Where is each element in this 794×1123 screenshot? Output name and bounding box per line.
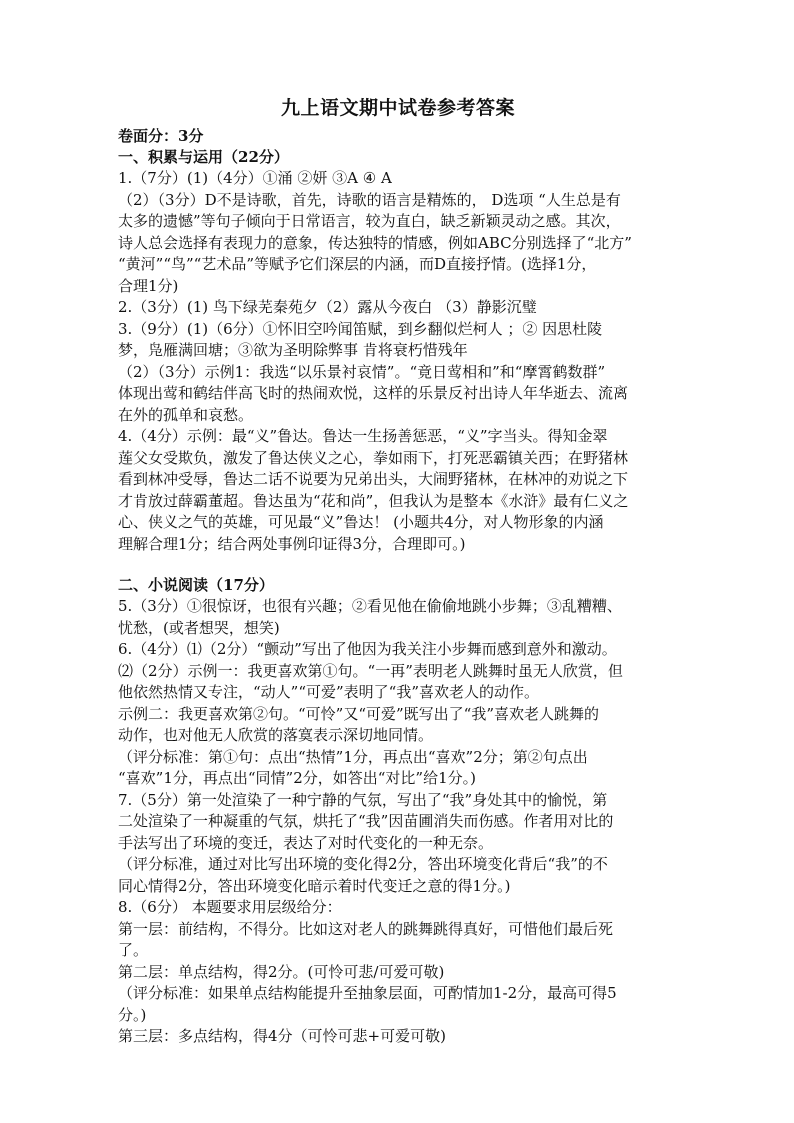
text-line: 第一层：前结构，不得分。比如这对老人的跳舞跳得真好，可惜他们最后死 — [118, 919, 614, 938]
text-line: 分。) — [118, 1005, 147, 1024]
text-line: 6.（4分）⑴（2分）“颤动”写出了他因为我关注小步舞而感到意外和激动。 — [118, 640, 617, 658]
text-line: 他依然热情又专注，“动人”“可爱”表明了“我”喜欢老人的动作。 — [118, 683, 540, 701]
text-line: 二处渲染了一种凝重的气氛，烘托了“我”因苗圃消失而伤感。作者用对比的 — [118, 812, 614, 830]
text-line: 合理1分) — [118, 276, 179, 295]
text-line: “黄河”“鸟”“艺术品”等赋予它们深层的内涵，而D直接抒情。(选择1分， — [118, 255, 597, 273]
text-line: 诗人总会选择有表现力的意象，传达独特的情感，例如ABC分别选择了“北方” — [118, 233, 632, 252]
text-line: 第二层：单点结构，得2分。(可怜可悲/可爱可敬) — [118, 962, 445, 981]
text-line: （2）（3分）D不是诗歌，首先，诗歌的语言是精炼的， D选项 “人生总是有 — [118, 190, 621, 209]
text-line: 动作，也对他无人欣赏的落寞表示深切地同情。 — [118, 726, 434, 744]
text-line: 才肯放过薛霸董超。鲁达虽为“花和尚”，但我认为是整本《水浒》最有仁义之 — [118, 491, 629, 510]
text-line: 4.（4分）示例：最“义”鲁达。鲁达一生扬善惩恶，“义”字当头。得知金翠 — [118, 427, 608, 445]
text-line: 5.（3分）①很惊讶，也很有兴趣；②看见他在偷偷地跳小步舞；③乱糟糟、 — [118, 597, 622, 615]
section1-body — [118, 168, 678, 555]
section-spacer — [118, 555, 678, 575]
text-line: 体现出莺和鹤结伴高飞时的热闹欢悦，这样的乐景反衬出诗人年华逝去、流离 — [118, 384, 629, 402]
text-line: （评分标准：如果单点结构能提升至抽象层面，可酌情加1-2分，最高可得5 — [118, 984, 617, 1002]
text-line: 第三层：多点结构，得4分（可怜可悲+可爱可敬) — [118, 1027, 446, 1045]
text-line: （2）（3分）示例1：我选“以乐景衬哀情”。“竟日莺相和”和“摩霄鹤数群” — [118, 362, 606, 381]
text-line: 8.（6分） 本题要求用层级给分： — [118, 898, 342, 916]
text-line: 3.（9分）(1)（6分）①怀旧空吟闻笛赋，到乡翻似烂柯人 ；② 因思杜陵 — [118, 319, 603, 338]
text-line: 莲父女受欺负，激发了鲁达侠义之心，拳如雨下，打死恶霸镇关西；在野猪林 — [118, 448, 629, 467]
document-title: 九上语文期中试卷参考答案 — [280, 97, 515, 119]
text-line: 了。 — [118, 941, 149, 959]
text-line: 理解合理1分；结合两处事例印证得3分，合理即可。) — [118, 534, 466, 553]
text-line: （评分标准，通过对比写出环境的变化得2分，答出环境变化背后“我”的不 — [118, 855, 608, 873]
text-line: ⑵（2分）示例一：我更喜欢第①句。“一再”表明老人跳舞时虽无人欣赏，但 — [118, 661, 623, 680]
section1-heading: 一、积累与运用（22分） — [118, 148, 289, 166]
text-line: 梦，凫雁满回塘；③欲为圣明除弊事 肯将衰朽惜残年 — [118, 341, 468, 359]
section2-body — [118, 596, 678, 1048]
text-line: 看到林冲受辱，鲁达二话不说要为兄弟出头，大闹野猪林，在林冲的劝说之下 — [118, 470, 629, 488]
text-line: 7.（5分）第一处渲染了一种宁静的气氛，写出了“我”身处其中的愉悦，第 — [118, 790, 608, 809]
text-line: “喜欢”1分，再点出“同情”2分，如答出“对比”给1分。) — [118, 769, 476, 787]
text-line: （评分标准：第①句：点出“热情”1分，再点出“喜欢”2分；第②句点出 — [118, 747, 588, 766]
text-line: 在外的孤单和哀愁。 — [118, 405, 254, 424]
text-line: 忧愁，(或者想哭，想笑) — [118, 618, 280, 637]
text-line: 心、侠义之气的英雄，可见最“义”鲁达！ (小题共4分，对人物形象的内涵 — [118, 513, 604, 531]
answer-sheet-page — [118, 96, 678, 1048]
text-line: 太多的遗憾”等句子倾向于日常语言，较为直白，缺乏新颖灵动之感。其次， — [118, 212, 621, 230]
text-line: 示例二：我更喜欢第②句。“可怜”又“可爱”既写出了“我”喜欢老人跳舞的 — [118, 704, 600, 723]
text-line: 同心情得2分，答出环境变化暗示着时代变迁之意的得1分。) — [118, 876, 511, 895]
section2-heading: 二、小说阅读（17分） — [118, 576, 274, 594]
text-line: 1.（7分）(1)（4分）①涌 ②妍 ③A ④ A — [118, 169, 392, 187]
score-note: 卷面分：3分 — [118, 127, 204, 145]
text-line: 手法写出了环境的变迁，表达了对时代变化的一种无奈。 — [118, 833, 494, 852]
text-line: 2.（3分）(1) 鸟下绿芜秦苑夕（2）露从今夜白 （3）静影沉璧 — [118, 298, 537, 316]
